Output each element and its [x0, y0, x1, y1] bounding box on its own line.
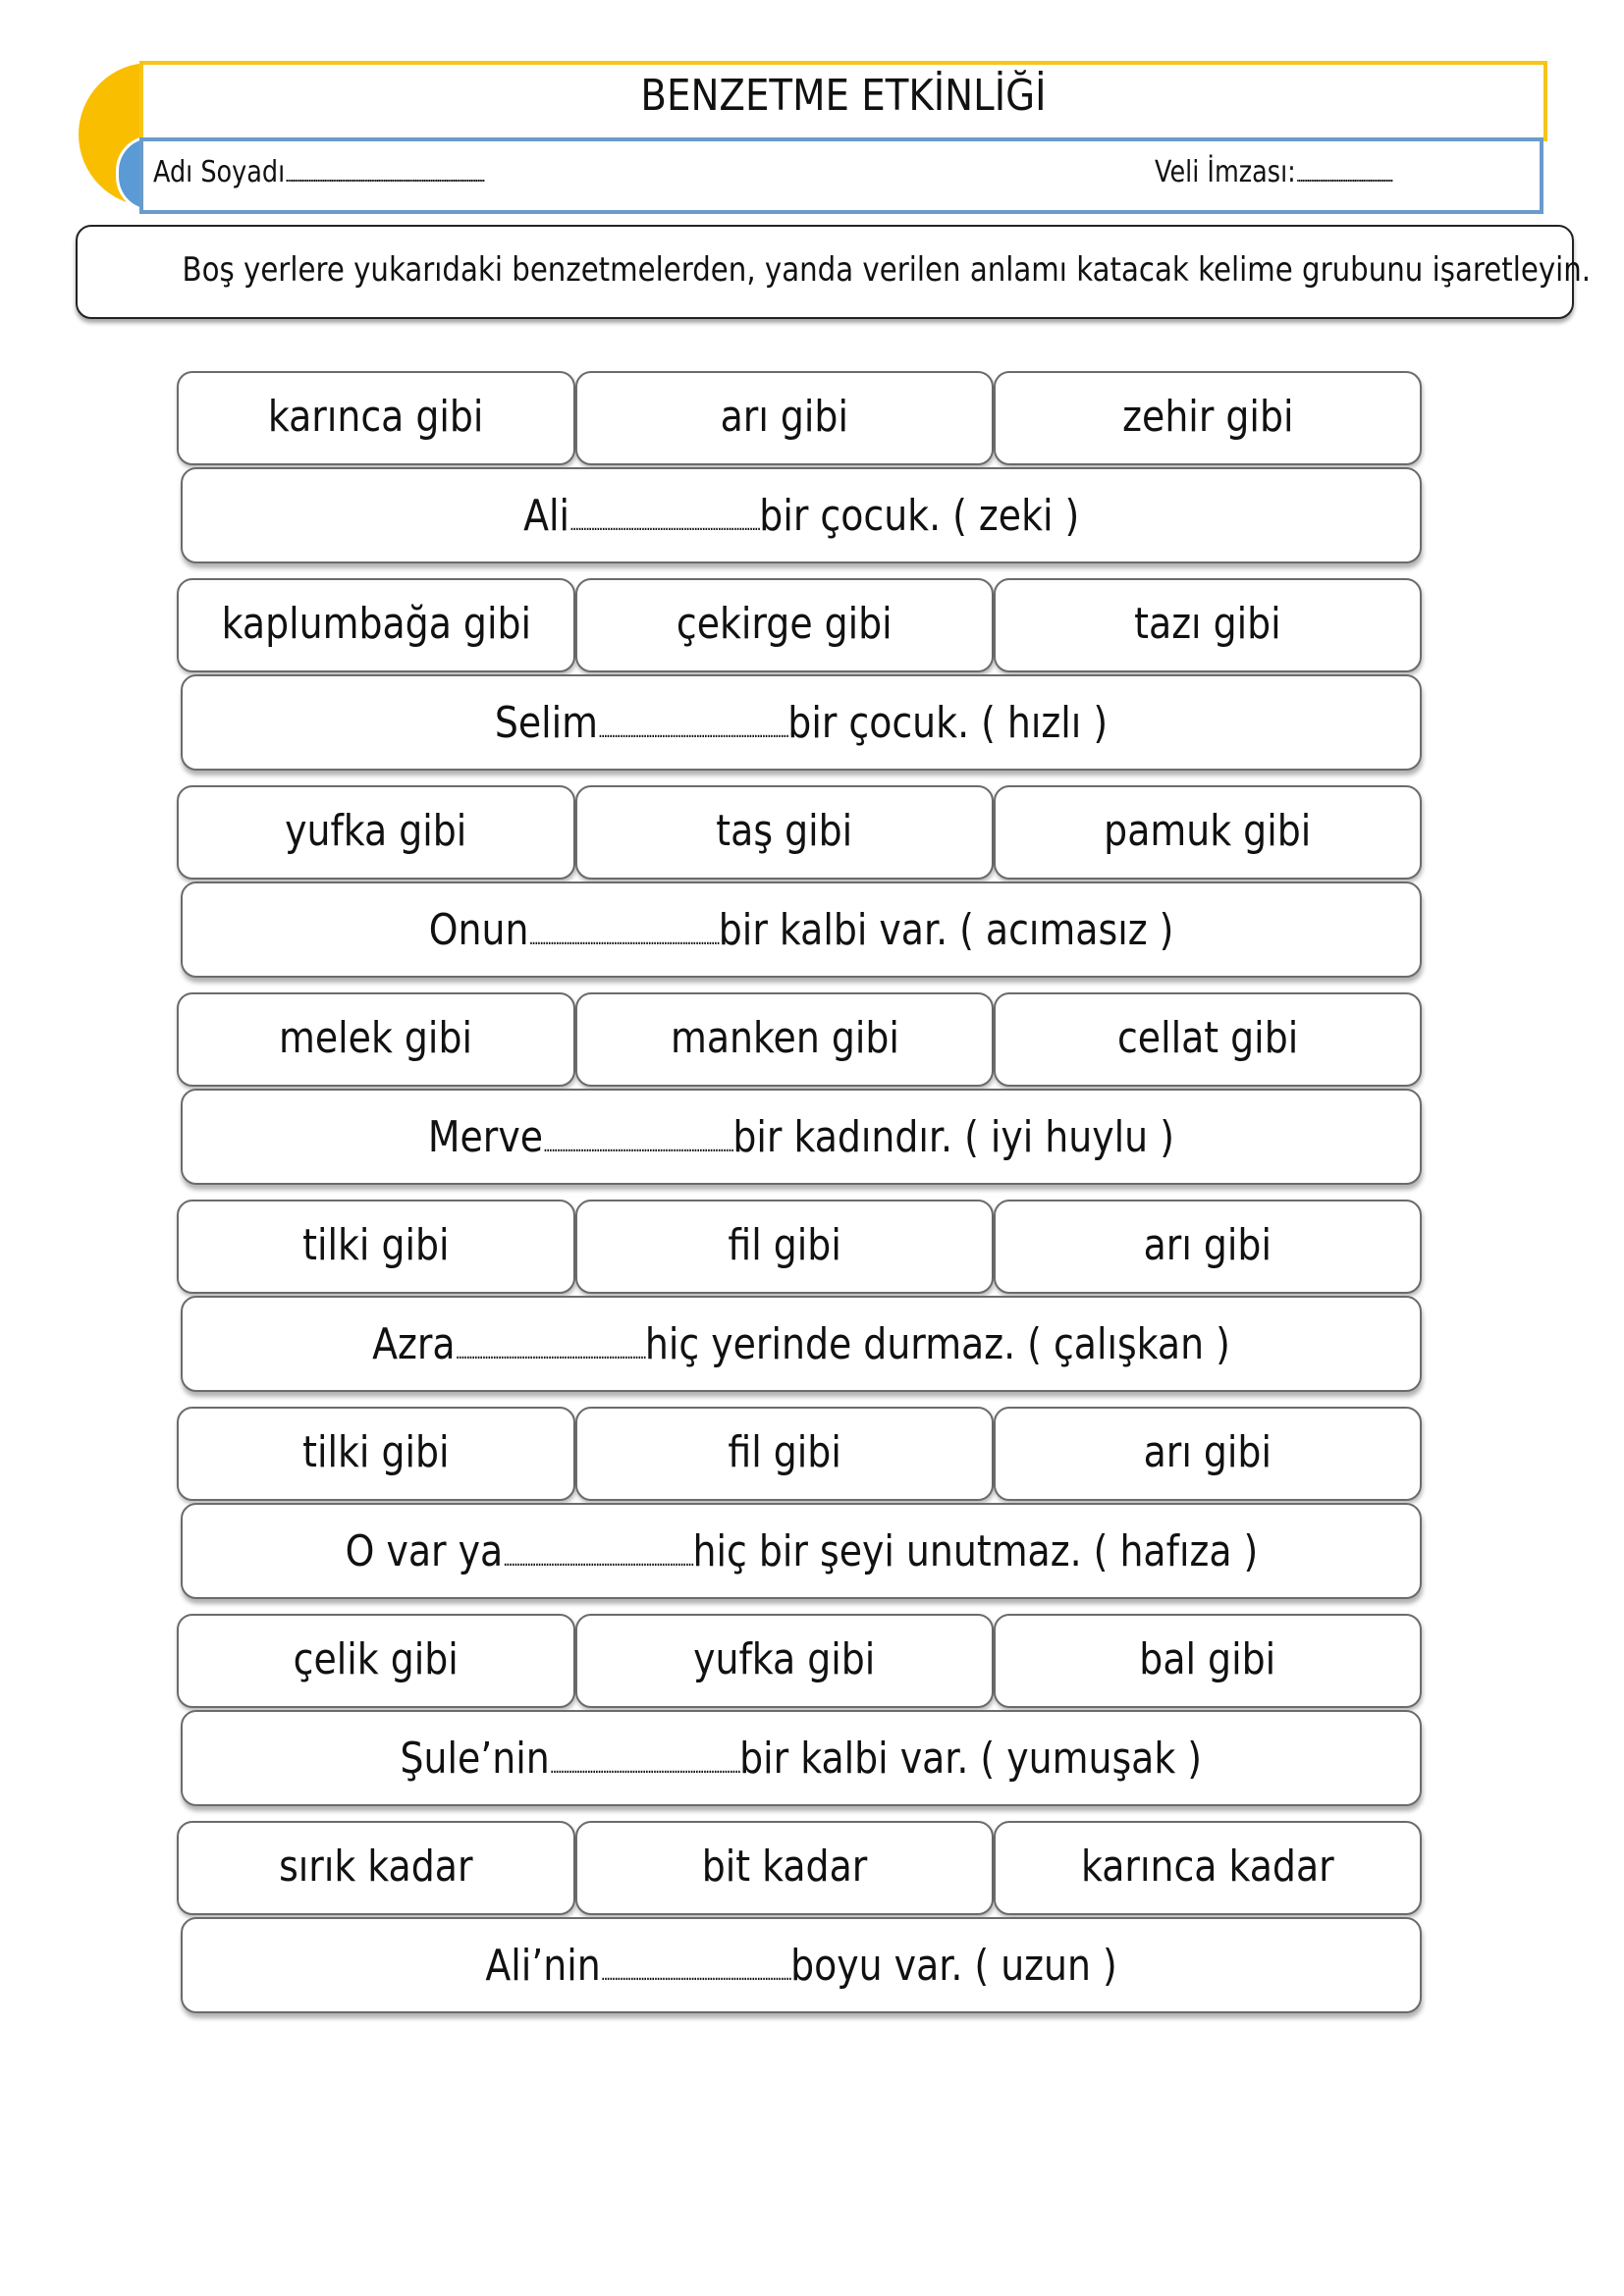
- option-label: taş gibi: [716, 805, 853, 856]
- sentence-start: Ali: [522, 490, 569, 541]
- sentence-end: bir çocuk. ( zeki ): [759, 490, 1080, 541]
- option-card[interactable]: [177, 371, 575, 465]
- option-label: melek gibi: [279, 1012, 473, 1063]
- sentence-text: [429, 905, 1174, 955]
- option-card[interactable]: [994, 578, 1422, 672]
- sentence-box: [181, 1089, 1422, 1185]
- option-card[interactable]: [994, 1614, 1422, 1708]
- option-card[interactable]: [575, 785, 994, 880]
- sentence-box: [181, 1710, 1422, 1806]
- option-label: sırık kadar: [279, 1841, 473, 1892]
- sentence-text: [428, 1112, 1174, 1162]
- sentence-box: [181, 467, 1422, 563]
- option-card[interactable]: [994, 1200, 1422, 1294]
- exercise-group: [177, 1407, 1422, 1603]
- exercise-group: [177, 992, 1422, 1189]
- option-card[interactable]: [994, 785, 1422, 880]
- sentence-box: [181, 1503, 1422, 1599]
- sentence-end: hiç yerinde durmaz. ( çalışkan ): [644, 1318, 1230, 1369]
- option-card[interactable]: [177, 785, 575, 880]
- sentence-start: Şule’nin: [400, 1733, 551, 1784]
- option-card[interactable]: [575, 992, 994, 1087]
- sentence-box: [181, 1296, 1422, 1392]
- exercise-group: [177, 785, 1422, 982]
- sentence-text: [523, 491, 1079, 541]
- option-label: pamuk gibi: [1104, 805, 1312, 856]
- answer-blank[interactable]: ........................................................................: [455, 1342, 645, 1363]
- option-card[interactable]: [575, 578, 994, 672]
- option-card[interactable]: [994, 1821, 1422, 1915]
- option-label: manken gibi: [670, 1012, 899, 1063]
- option-label: fil gibi: [728, 1219, 841, 1270]
- answer-blank[interactable]: ........................................................................: [528, 928, 719, 949]
- title-box: [139, 61, 1547, 141]
- sentence-start: Merve: [427, 1111, 544, 1162]
- option-card[interactable]: [177, 992, 575, 1087]
- option-card[interactable]: [575, 1407, 994, 1501]
- sentence-end: bir çocuk. ( hızlı ): [787, 697, 1109, 748]
- option-label: yufka gibi: [693, 1633, 876, 1684]
- option-label: zehir gibi: [1121, 391, 1294, 442]
- sentence-end: hiç bir şeyi unutmaz. ( hafıza ): [692, 1525, 1258, 1576]
- sentence-start: Selim: [494, 697, 599, 748]
- option-label: arı gibi: [1143, 1426, 1272, 1477]
- sentence-end: bir kalbi var. ( yumuşak ): [739, 1733, 1203, 1784]
- sentence-end: bir kalbi var. ( acımasız ): [718, 904, 1174, 955]
- sentence-box: [181, 674, 1422, 771]
- signature-label: Veli İmzası:: [1155, 155, 1296, 189]
- option-label: tilki gibi: [302, 1426, 450, 1477]
- sentence-text: [485, 1941, 1116, 1991]
- name-label: Adı Soyadı: [153, 155, 286, 189]
- option-card[interactable]: [575, 1200, 994, 1294]
- name-blank-line: ..................................................................................................................: [285, 167, 484, 186]
- sentence-start: Onun: [428, 904, 529, 955]
- answer-blank[interactable]: ........................................................................: [543, 1135, 733, 1156]
- option-label: bit kadar: [701, 1841, 868, 1892]
- option-label: kaplumbağa gibi: [221, 598, 531, 649]
- option-label: bal gibi: [1139, 1633, 1276, 1684]
- answer-blank[interactable]: ........................................................................: [502, 1549, 693, 1571]
- answer-blank[interactable]: ........................................................................: [568, 513, 760, 535]
- option-card[interactable]: [575, 371, 994, 465]
- option-label: karınca kadar: [1081, 1841, 1334, 1892]
- exercise-group: [177, 1614, 1422, 1810]
- option-card[interactable]: [575, 1614, 994, 1708]
- sentence-box: [181, 881, 1422, 978]
- sentence-start: Ali’nin: [485, 1940, 601, 1991]
- sentence-text: [495, 698, 1108, 748]
- option-card[interactable]: [994, 1407, 1422, 1501]
- option-label: arı gibi: [720, 391, 849, 442]
- sentence-text: [372, 1319, 1230, 1369]
- option-card[interactable]: [177, 1200, 575, 1294]
- answer-blank[interactable]: ........................................................................: [550, 1756, 740, 1778]
- answer-blank[interactable]: ........................................................................: [600, 1963, 791, 1985]
- sentence-text: [401, 1734, 1203, 1784]
- sentence-start: O var ya: [345, 1525, 503, 1576]
- option-card[interactable]: [994, 992, 1422, 1087]
- option-card[interactable]: [994, 371, 1422, 465]
- exercise-group: [177, 578, 1422, 774]
- page-title: BENZETME ETKİNLİĞİ: [640, 71, 1047, 121]
- name-field[interactable]: [153, 155, 483, 189]
- option-label: çekirge gibi: [677, 598, 893, 649]
- option-card[interactable]: [177, 1614, 575, 1708]
- signature-blank-line: .......................................................: [1295, 167, 1392, 186]
- instruction-box: [76, 225, 1592, 319]
- name-signature-box: [139, 137, 1543, 214]
- parent-signature-field[interactable]: [1155, 155, 1391, 189]
- option-label: tazı gibi: [1134, 598, 1281, 649]
- option-label: tilki gibi: [302, 1219, 450, 1270]
- sentence-text: [345, 1526, 1258, 1576]
- option-card[interactable]: [575, 1821, 994, 1915]
- option-label: arı gibi: [1143, 1219, 1272, 1270]
- option-card[interactable]: [177, 578, 575, 672]
- sentence-end: boyu var. ( uzun ): [790, 1940, 1117, 1991]
- sentence-start: Azra: [372, 1318, 456, 1369]
- option-card[interactable]: [177, 1407, 575, 1501]
- sentence-end: bir kadındır. ( iyi huylu ): [732, 1111, 1175, 1162]
- answer-blank[interactable]: ........................................................................: [598, 721, 788, 742]
- option-card[interactable]: [177, 1821, 575, 1915]
- exercise-group: [177, 1821, 1422, 2017]
- exercise-group: [177, 371, 1422, 567]
- exercise-group: [177, 1200, 1422, 1396]
- instruction-text: Boş yerlere yukarıdaki benzetmelerden, yanda verilen anlamı katacak kelime grubunu işaretleyin.: [182, 250, 1592, 290]
- option-label: yufka gibi: [285, 805, 467, 856]
- option-label: cellat gibi: [1116, 1012, 1299, 1063]
- option-label: karınca gibi: [268, 391, 484, 442]
- option-label: fil gibi: [728, 1426, 841, 1477]
- sentence-box: [181, 1917, 1422, 2013]
- option-label: çelik gibi: [293, 1633, 460, 1684]
